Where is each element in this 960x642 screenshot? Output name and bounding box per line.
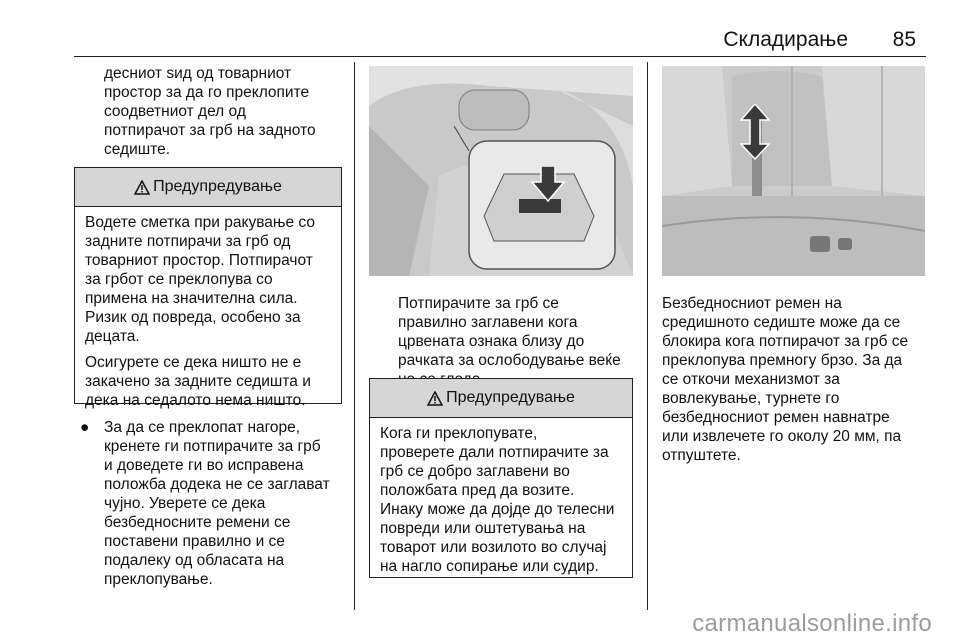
- warning-title-1: Предупредување: [153, 178, 282, 195]
- header-rule: [74, 56, 926, 57]
- warning-title-2: Предупредување: [446, 389, 575, 406]
- warning-triangle-icon: [427, 391, 443, 406]
- warning-paragraph: Кога ги преклопувате, проверете дали потпирачите за грб се добро заглавени во положбата пред да возите. Инаку може да дојде до телесни повреди или оштетувања на товарот или возилото во случај на нагло сопирање или судир.: [380, 425, 615, 575]
- warning-paragraph: Водете сметка при ракување со задните потпирачи за грб од товарниот простор. Потпирачот за грбот се преклопува со примена на значителна сила. Ризик од повреда, особено за децата.: [85, 214, 315, 345]
- warning-box-1: [74, 167, 342, 409]
- warning-triangle-icon: [134, 180, 150, 195]
- seatbelt-paragraph: Безбедносниот ремен на средишното седиште може да се блокира кога потпирачот за грб се преклопува премногу брзо. За да се откочи механизмот за вовлекување, турнете го безбедносниот ремен навнатре или извлечете го околу 20 мм, па отпуштете.: [662, 295, 909, 464]
- bullet-paragraph: За да се преклопат нагоре, кренете ги потпирачите за грб и доведете ги во исправена положба додека не се заглават чујно. Уверете се дека безбедносните ремени се поставени правилно и се подалеку од обласата на преклопување.: [104, 419, 330, 588]
- center-seatbelt-figure: [662, 66, 925, 276]
- column-divider-1: [354, 62, 355, 610]
- down-arrow-icon: [531, 166, 565, 202]
- warning-box-2: [369, 378, 633, 578]
- page-header: [0, 20, 960, 60]
- warning-header-2: [370, 379, 632, 418]
- intro-paragraph: десниот ѕид од товарниот простор за да го преклопите соодветниот дел од потпирачот за грб на задното седиште.: [104, 65, 316, 158]
- warning-paragraph: Осигурете се дека ништо не е закачено за задните седишта и дека на седалото нема ништо.: [85, 354, 311, 409]
- figure-caption: Потпирачите за грб се правилно заглавени кога црвената ознака близу до рачката за ослободување веќе: [398, 295, 621, 369]
- watermark: carmanualsonline.info: [692, 610, 932, 637]
- warning-body-1: [75, 207, 341, 416]
- bullet-icon: ●: [80, 419, 90, 436]
- page-number: 85: [892, 28, 916, 51]
- section-title: Складирање: [723, 28, 848, 51]
- warning-body-2: [370, 418, 632, 582]
- column-divider-2: [647, 62, 648, 610]
- warning-header-1: [75, 168, 341, 207]
- headrest-release-figure: [369, 66, 633, 276]
- double-arrow-icon: [740, 104, 770, 160]
